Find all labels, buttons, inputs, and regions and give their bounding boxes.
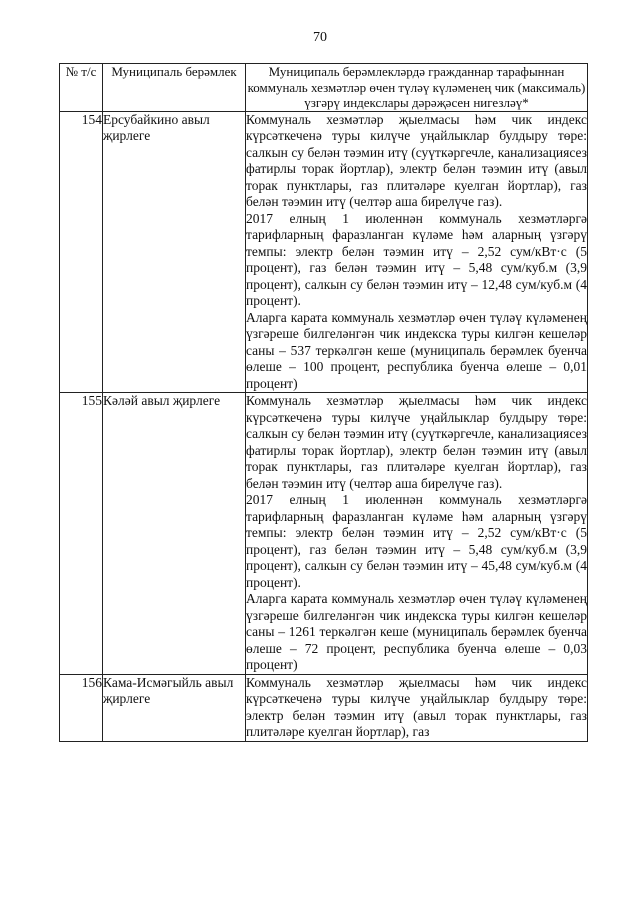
table-row: [60, 393, 588, 675]
row-number: 154: [60, 111, 103, 393]
table-row: [60, 674, 588, 741]
paragraph: Коммуналь хезмәтләр җыелмасы һәм чик индекс күрсәткеченә туры килүче уңайлыклар булдыру төре: салкын су белән тәэмин итү (суүткәргечле, канализациясез фатирлы торак йортлар), электр белән тәэмин итү (авыл торак пунктлары, газ плитәләре куелган йортлар), газ белән тәэмин итү (челтәр аша бирелүче газ).: [246, 393, 587, 491]
table-header-row: [60, 64, 588, 112]
municipality-name: Кама-Исмәгыйль авыл җирлеге: [103, 674, 246, 741]
paragraph: Коммуналь хезмәтләр җыелмасы һәм чик индекс күрсәткеченә туры килүче уңайлыклар булдыру төре: электр белән тәэмин итү (авыл торак пунктлары, газ плитәләре куелган йортлар), газ: [246, 674, 587, 739]
row-description: [246, 393, 588, 675]
page-number: 70: [313, 30, 327, 45]
header-municipality: Муниципаль берәмлек: [103, 64, 246, 112]
paragraph: Аларга карата коммуналь хезмәтләр өчен түләү күләменең үзгәреше билгеләнгән чик индекска туры килгән кешеләр саны – 537 теркәлгән кеше (муниципаль берәмлек буенча өлеше – 100 процент, республика буенча өлеше – 0,01 процент): [246, 309, 587, 391]
row-number: 156: [60, 674, 103, 741]
table-row: [60, 111, 588, 393]
row-description: [246, 111, 588, 393]
row-number: 155: [60, 393, 103, 675]
paragraph: Коммуналь хезмәтләр җыелмасы һәм чик индекс күрсәткеченә туры килүче уңайлыклар булдыру төре: салкын су белән тәэмин итү (суүткәргечле, канализациясез фатирлы торак йортлар), электр белән тәэмин итү (авыл торак пунктлары, газ плитәләре куелган йортлар), газ белән тәэмин итү (челтәр аша бирелүче газ).: [246, 111, 587, 209]
paragraph: 2017 елның 1 июленнән коммуналь хезмәтләргә тарифларның фаразланган күләме һәм аларның үзгәрү темпы: электр белән тәэмин итү – 2,52 сум/кВт·с (5 процент), газ белән тәэмин итү – 5,48 сум/куб.м (3,9 процент), салкын су белән тәэмин итү – 12,48 сум/куб.м (4 процент).: [246, 210, 587, 308]
index-table: [59, 63, 588, 742]
row-description: [246, 674, 588, 741]
municipality-name: Ерсубайкино авыл җирлеге: [103, 111, 246, 393]
header-justification: Муниципаль берәмлекләрдә гражданнар тарафыннан коммуналь хезмәтләр өчен түләү күләменең чик (максималь) үзгәрү индекслары дәрәҗәсен нигезләү*: [246, 64, 588, 112]
paragraph: 2017 елның 1 июленнән коммуналь хезмәтләргә тарифларның фаразланган күләме һәм аларның үзгәрү темпы: электр белән тәэмин итү – 2,52 сум/кВт·с (5 процент), газ белән тәэмин итү – 5,48 сум/куб.м (3,9 процент), салкын су белән тәэмин итү – 45,48 сум/куб.м (4 процент).: [246, 492, 587, 590]
municipality-name: Кәләй авыл җирлеге: [103, 393, 246, 675]
paragraph: Аларга карата коммуналь хезмәтләр өчен түләү күләменең үзгәреше билгеләнгән чик индекска туры килгән кешеләр саны – 1261 теркәлгән кеше (муниципаль берәмлек буенча өлеше – 72 процент, республика буенча өлеше – 0,03 процент): [246, 591, 587, 672]
header-number: № т/с: [60, 64, 103, 112]
